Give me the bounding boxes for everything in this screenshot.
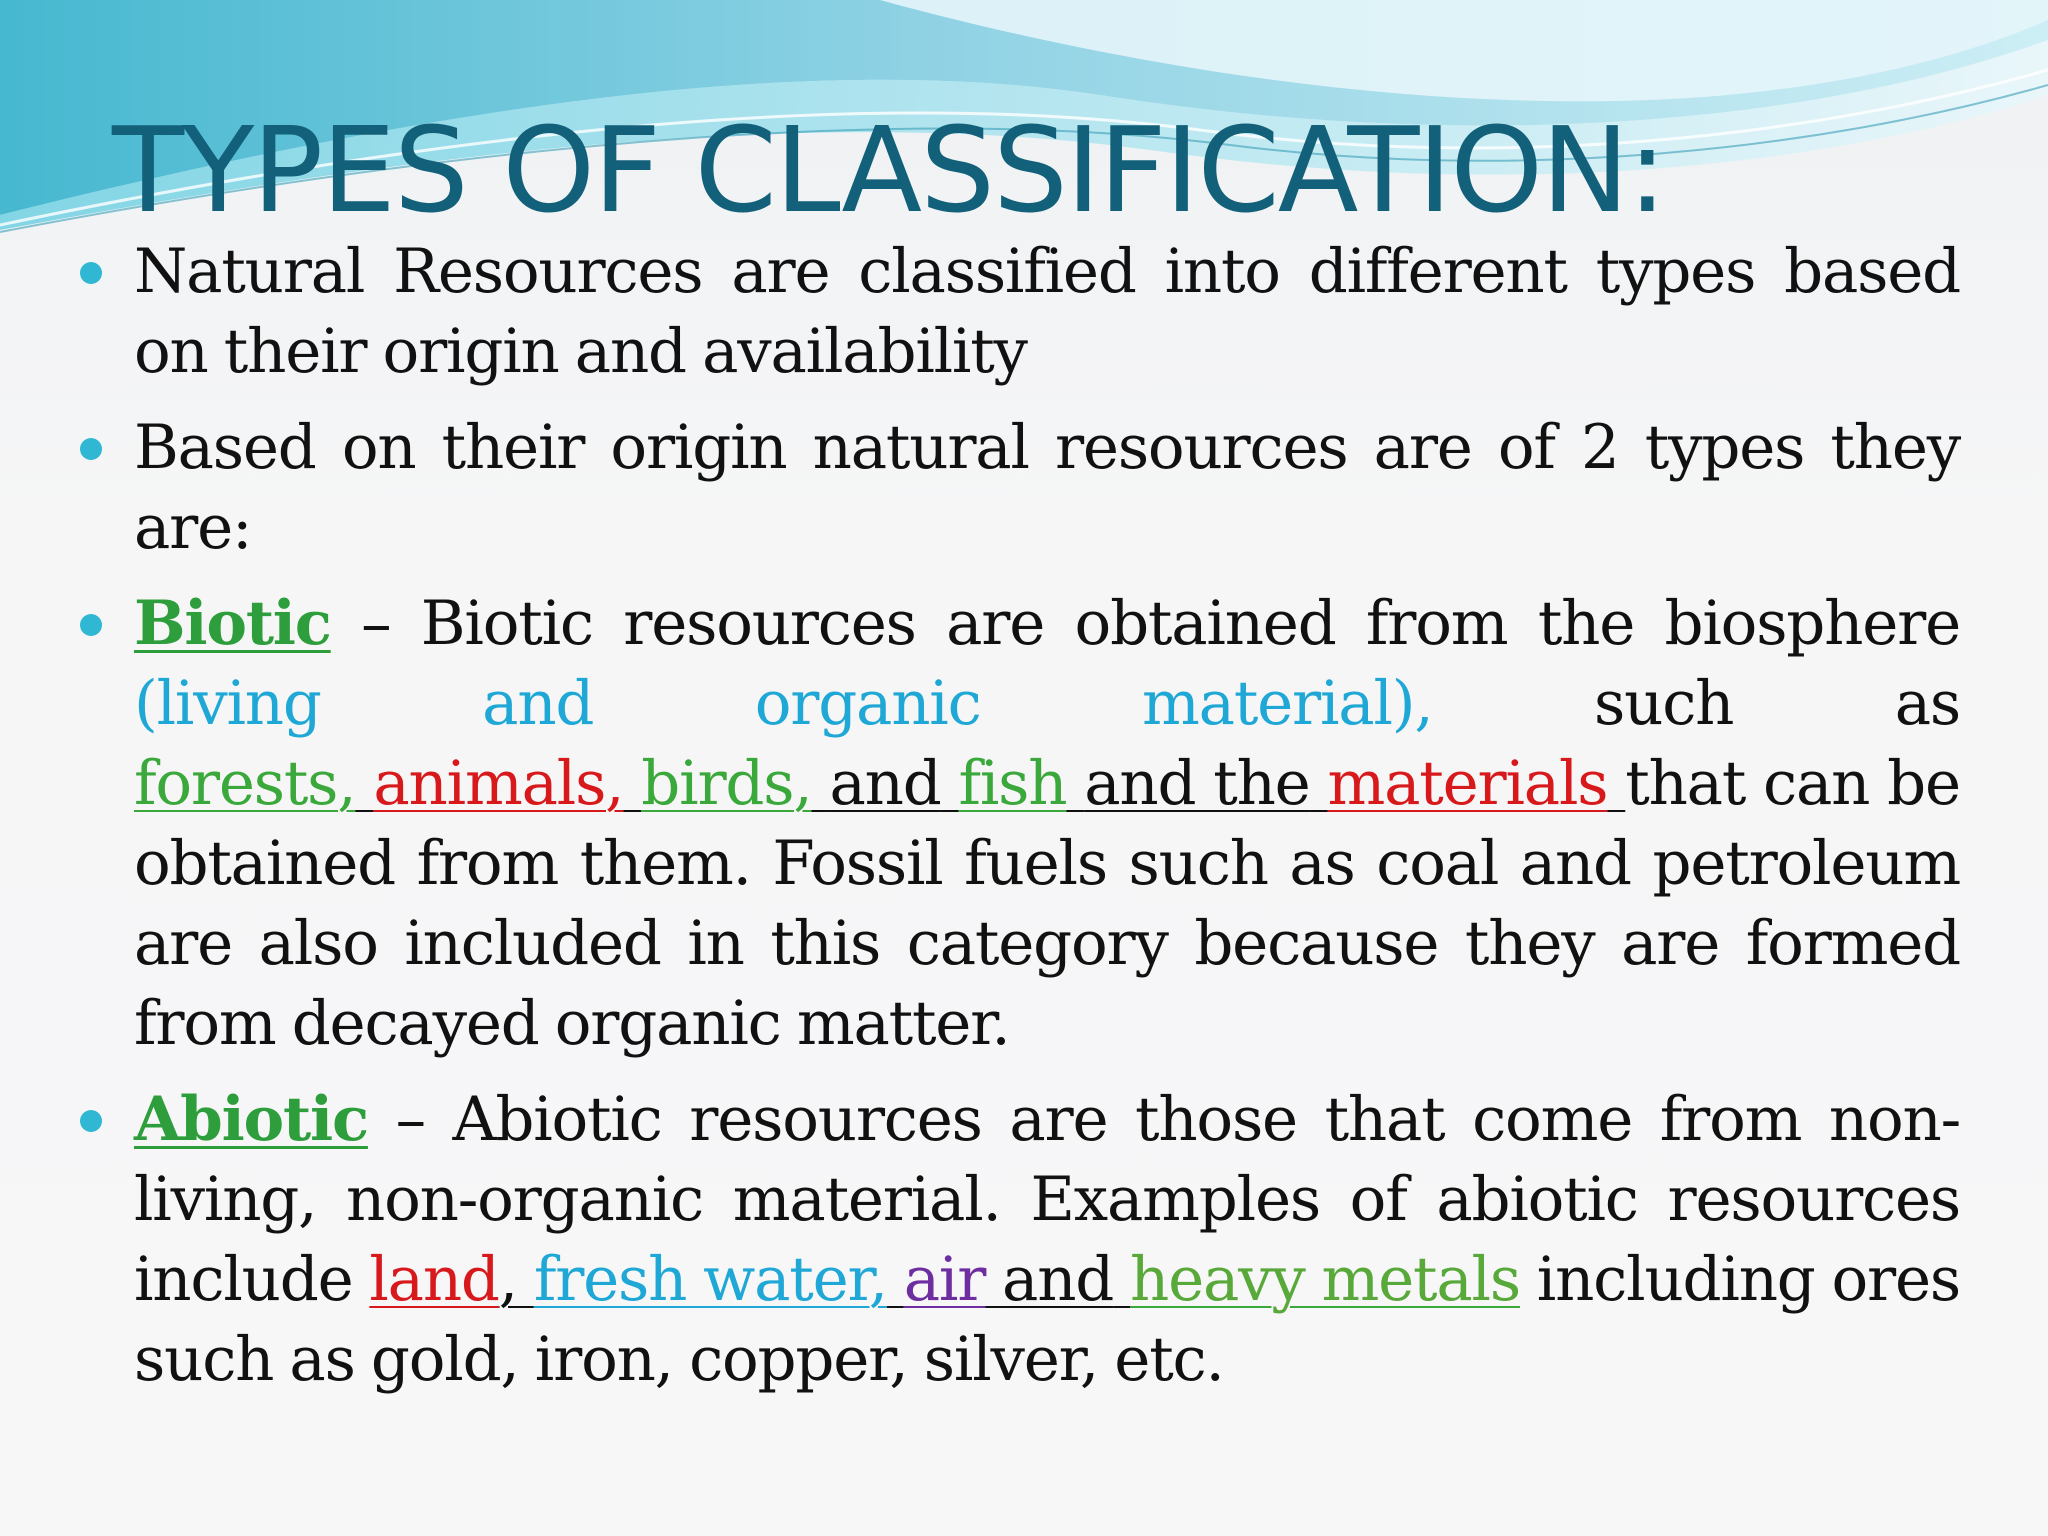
example-air: air [903, 1244, 986, 1315]
biotic-such-as: such as [1432, 668, 1960, 739]
bullet-dot-icon [80, 1110, 102, 1132]
bullet-list [70, 232, 1960, 1416]
word-and: and [829, 748, 941, 819]
bullet-item-biotic [70, 584, 1960, 1064]
bullet-item-classification [70, 232, 1960, 392]
biotic-rest: that can be obtained from them. Fossil fuels such as coal and petroleum are also included in this category because they are formed from decayed organic matter. [134, 748, 1960, 1059]
example-forests: forests, [134, 748, 356, 819]
example-animals: animals, [373, 748, 624, 819]
bullet-item-abiotic [70, 1080, 1960, 1400]
abiotic-definition: – Abiotic resources are those that come from non-living, non-organic material. Examples of abiotic resources include [134, 1084, 1960, 1315]
bullet-item-origin [70, 408, 1960, 568]
bullet-text: Based on their origin natural resources are of 2 types they are: [134, 412, 1960, 563]
abiotic-rest: including ores such as gold, iron, copper, silver, etc. [134, 1244, 1960, 1395]
term-biotic: Biotic [134, 588, 331, 659]
example-fresh-water: fresh water, [533, 1244, 887, 1315]
bullet-dot-icon [80, 438, 102, 460]
biotic-definition: – Biotic resources are obtained from the biosphere [330, 588, 1960, 659]
example-birds: birds, [641, 748, 812, 819]
example-land: land [369, 1244, 499, 1315]
example-materials: materials [1327, 748, 1608, 819]
bullet-dot-icon [80, 614, 102, 636]
example-fish: fish [958, 748, 1067, 819]
term-abiotic: Abiotic [134, 1084, 368, 1155]
example-heavy-metals: heavy metals [1130, 1244, 1520, 1315]
bullet-text: Natural Resources are classified into different types based on their origin and availability [134, 236, 1960, 387]
biotic-parenthetical: (living and organic material), [134, 668, 1433, 739]
word-and-the: and the [1084, 748, 1310, 819]
slide-title: TYPES OF CLASSIFICATION: [112, 101, 1666, 239]
comma: , [498, 1244, 517, 1315]
word-and: and [1002, 1244, 1114, 1315]
bullet-dot-icon [80, 262, 102, 284]
